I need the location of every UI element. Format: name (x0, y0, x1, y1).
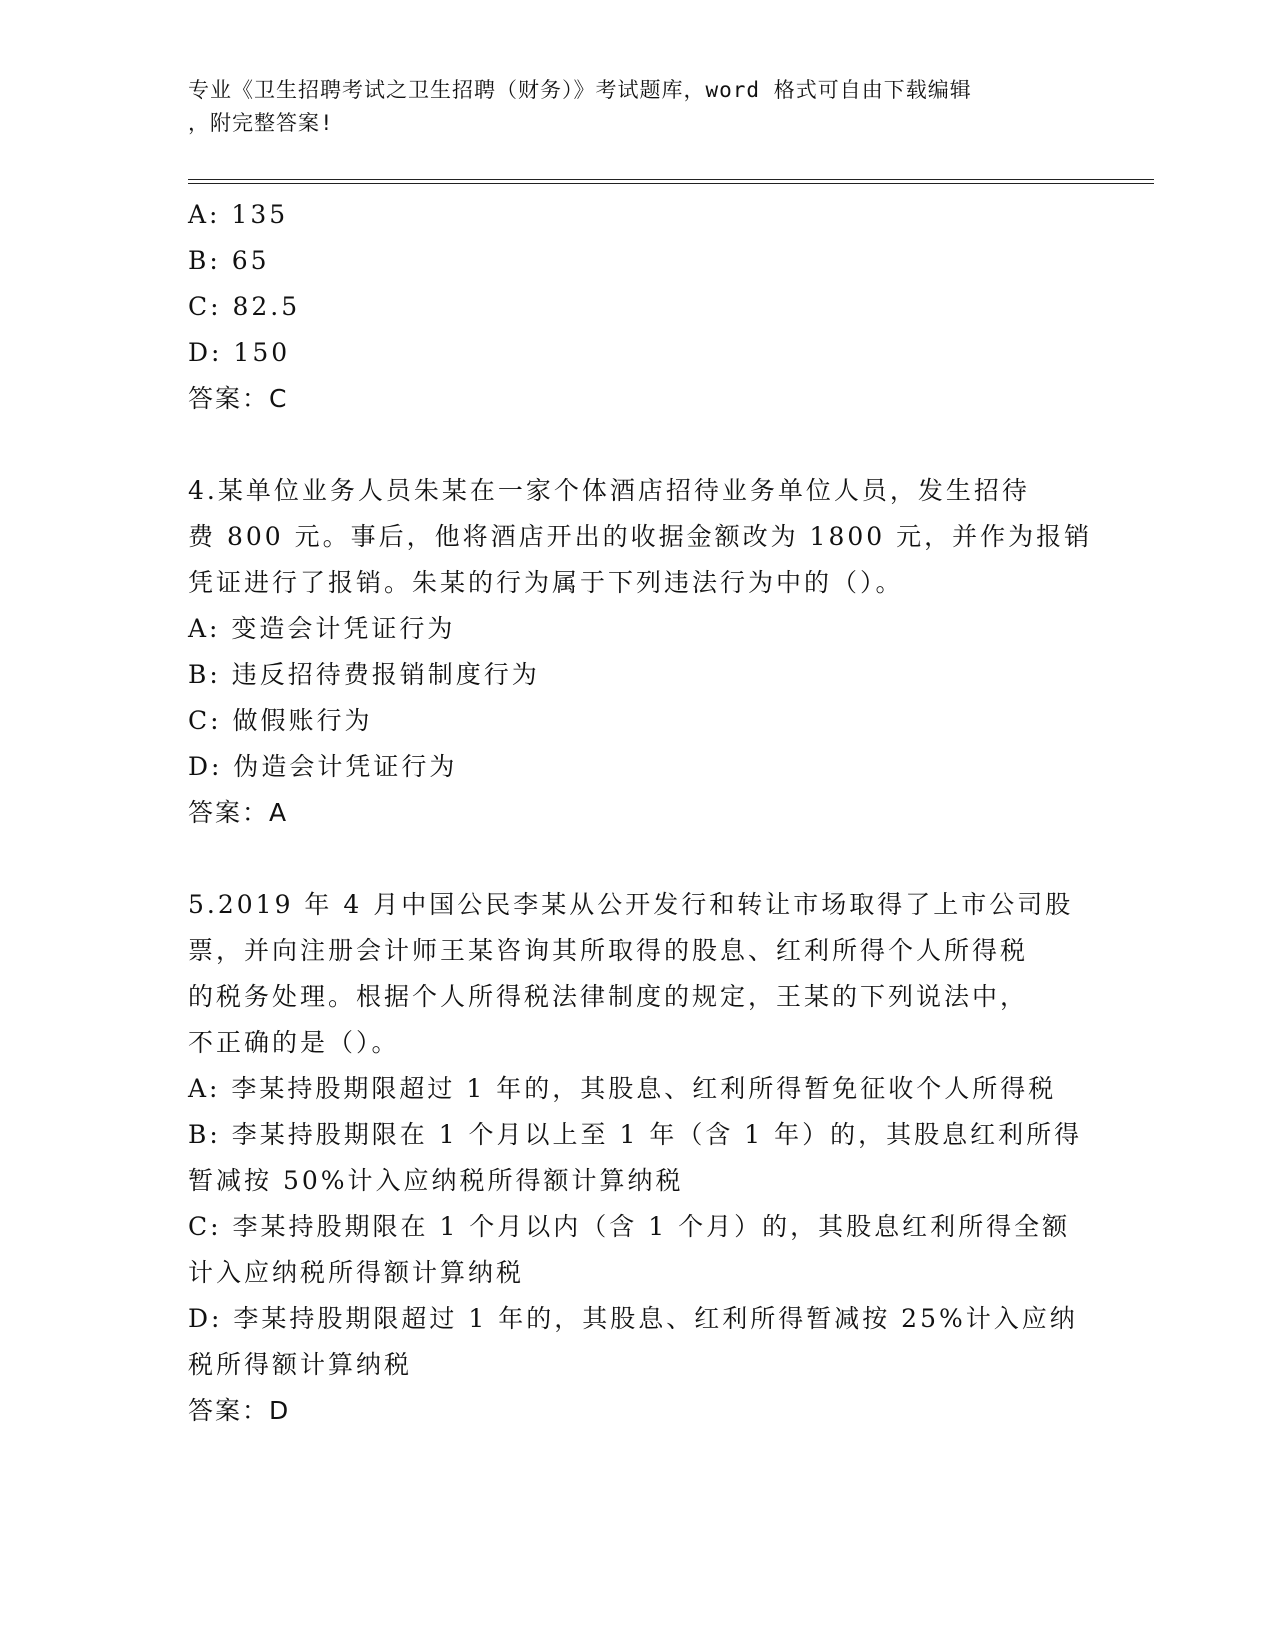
option-d: D: 李某持股期限超过 1 年的，其股息、红利所得暂减按 25%计入应纳 (188, 1304, 1078, 1333)
question-stem-line: 费 800 元。事后，他将酒店开出的收据金额改为 1800 元，并作为报销 (188, 522, 1093, 551)
header-title-line-continued: ，附完整答案! (188, 111, 334, 135)
answer-line: 答案：D (188, 1396, 291, 1425)
option-b: B: 李某持股期限在 1 个月以上至 1 年（含 1 年）的，其股息红利所得 (188, 1120, 1083, 1149)
answer-line: 答案：A (188, 798, 289, 827)
spacer (188, 836, 1088, 882)
question-stem-line: 不正确的是（）。 (188, 1028, 400, 1057)
question-stem-line: 票，并向注册会计师王某咨询其所取得的股息、红利所得个人所得税 (188, 936, 1029, 965)
header-divider-bottom (188, 183, 1154, 184)
header-title-line: 专业《卫生招聘考试之卫生招聘（财务）》考试题库，word 格式可自由下载编辑 (188, 78, 972, 102)
option-b-continued: 暂减按 50%计入应纳税所得额计算纳税 (188, 1166, 684, 1195)
answer-line: 答案：C (188, 384, 289, 413)
question-stem-line: 的税务处理。根据个人所得税法律制度的规定，王某的下列说法中， (188, 982, 1029, 1011)
option-c: C: 82.5 (188, 292, 301, 321)
option-c: C: 李某持股期限在 1 个月以内（含 1 个月）的，其股息红利所得全额 (188, 1212, 1071, 1241)
option-d-continued: 税所得额计算纳税 (188, 1350, 413, 1379)
option-a: A: 李某持股期限超过 1 年的，其股息、红利所得暂免征收个人所得税 (188, 1074, 1057, 1103)
question-3 (188, 192, 1088, 422)
question-stem-line: 凭证进行了报销。朱某的行为属于下列违法行为中的（）。 (188, 568, 904, 597)
option-c: C: 做假账行为 (188, 706, 373, 735)
option-b: B: 违反招待费报销制度行为 (188, 660, 540, 689)
option-b: B: 65 (188, 246, 270, 275)
document-header (188, 74, 1068, 140)
question-stem-line: 5.2019 年 4 月中国公民李某从公开发行和转让市场取得了上市公司股 (188, 890, 1074, 919)
option-a: A: 变造会计凭证行为 (188, 614, 456, 643)
spacer (188, 422, 1088, 468)
question-5 (188, 882, 1088, 1434)
option-c-continued: 计入应纳税所得额计算纳税 (188, 1258, 525, 1287)
option-d: D: 伪造会计凭证行为 (188, 752, 458, 781)
option-d: D: 150 (188, 338, 291, 367)
question-4 (188, 468, 1093, 836)
header-divider-top (188, 179, 1154, 180)
question-content (188, 192, 1093, 1434)
question-stem-line: 4.某单位业务人员朱某在一家个体酒店招待业务单位人员，发生招待 (188, 476, 1030, 505)
option-a: A: 135 (188, 200, 289, 229)
